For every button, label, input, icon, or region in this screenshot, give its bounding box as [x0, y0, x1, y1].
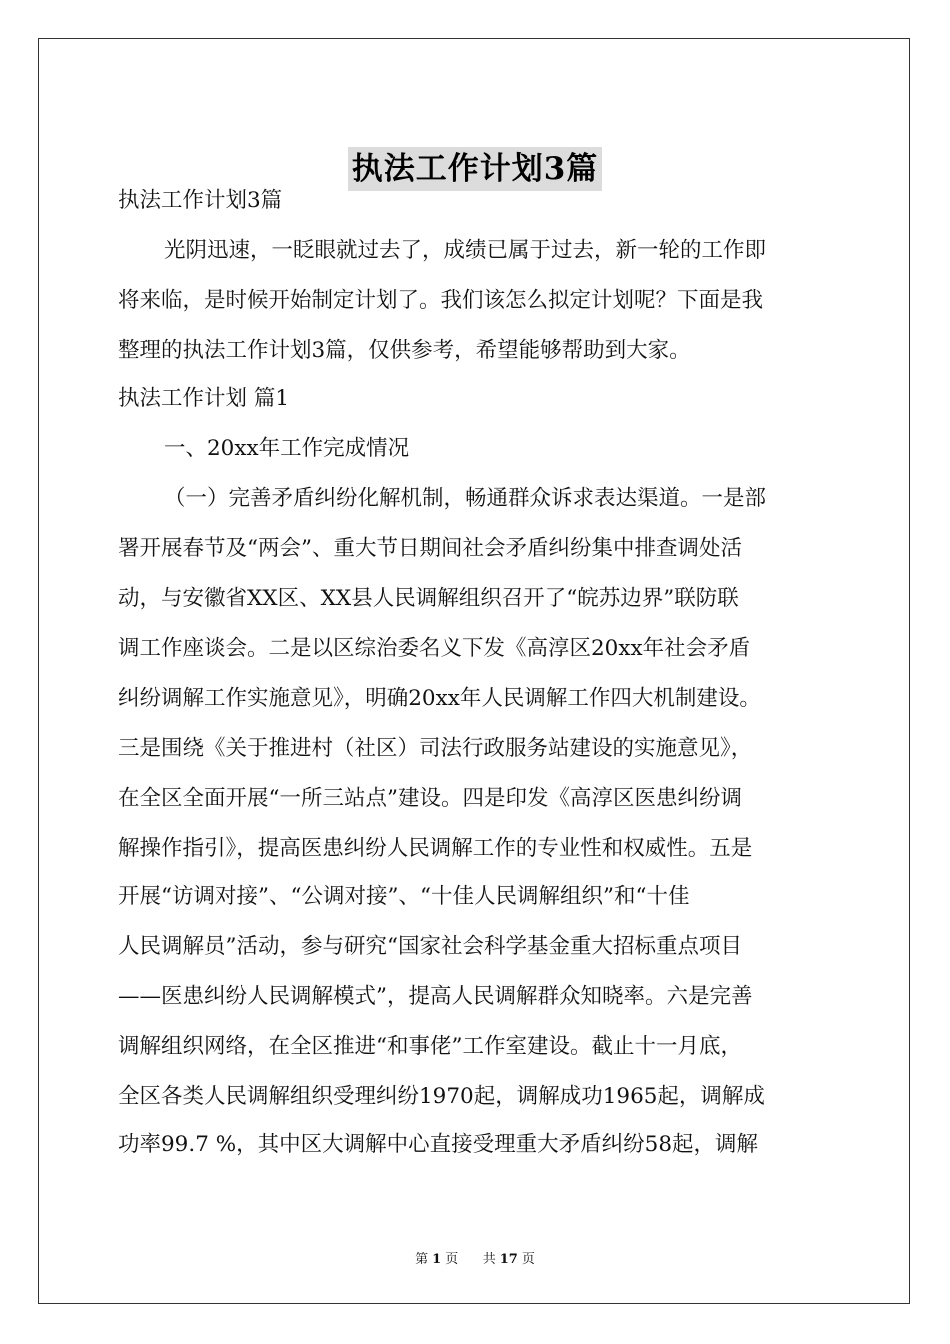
page-prefix: 第: [415, 1252, 429, 1267]
total-prefix: 共: [482, 1252, 496, 1267]
paragraph-line: 人民调解员”活动，参与研究“国家社会科学基金重大招标重点项目: [118, 934, 742, 959]
paragraph-line: 解操作指引》，提高医患纠纷人民调解工作的专业性和权威性。五是: [118, 836, 753, 861]
paragraph-line: ——医患纠纷人民调解模式”，提高人民调解群众知晓率。六是完善: [118, 984, 753, 1009]
document-title: 执法工作计划3篇: [348, 147, 603, 191]
page-footer: [0, 1248, 950, 1267]
paragraph-line: 整理的执法工作计划3篇，仅供参考，希望能够帮助到大家。: [118, 338, 691, 363]
paragraph-line: 全区各类人民调解组织受理纠纷1970起，调解成功1965起，调解成: [118, 1084, 765, 1109]
paragraph-line: 功率99.7 %，其中区大调解中心直接受理重大矛盾纠纷58起，调解: [118, 1132, 758, 1157]
subtitle-line: 执法工作计划3篇: [118, 188, 283, 213]
paragraph-line: 将来临，是时候开始制定计划了。我们该怎么拟定计划呢？下面是我: [118, 288, 764, 313]
total-page-number: 17: [499, 1252, 518, 1267]
paragraph-line: （一）完善矛盾纠纷化解机制，畅通群众诉求表达渠道。一是部: [164, 486, 767, 511]
current-page-number: 1: [432, 1252, 442, 1267]
paragraph-line: 光阴迅速，一眨眼就过去了，成绩已属于过去，新一轮的工作即: [164, 238, 767, 263]
subsection-heading: 一、20xx年工作完成情况: [164, 436, 410, 461]
total-pages-indicator: [481, 1252, 537, 1267]
paragraph-line: 调解组织网络，在全区推进“和事佬”工作室建设。截止十一月底，: [118, 1034, 742, 1059]
section-heading: 执法工作计划 篇1: [118, 386, 290, 411]
page-unit: 页: [445, 1252, 459, 1267]
paragraph-line: 动，与安徽省XX区、XX县人民调解组织召开了“皖苏边界”联防联: [118, 586, 739, 611]
paragraph-line: 纠纷调解工作实施意见》，明确20xx年人民调解工作四大机制建设。: [118, 686, 761, 711]
paragraph-line: 三是围绕《关于推进村（社区）司法行政服务站建设的实施意见》，: [118, 736, 753, 761]
page-border: [38, 38, 910, 1304]
paragraph-line: 在全区全面开展“一所三站点”建设。四是印发《高淳区医患纠纷调: [118, 786, 742, 811]
paragraph-line: 调工作座谈会。二是以区综治委名义下发《高淳区20xx年社会矛盾: [118, 636, 751, 661]
total-unit: 页: [521, 1252, 535, 1267]
paragraph-line: 开展“访调对接”、“公调对接”、“十佳人民调解组织”和“十佳: [118, 884, 690, 909]
paragraph-line: 署开展春节及“两会”、重大节日期间社会矛盾纠纷集中排查调处活: [118, 536, 742, 561]
page-indicator: [413, 1252, 460, 1267]
